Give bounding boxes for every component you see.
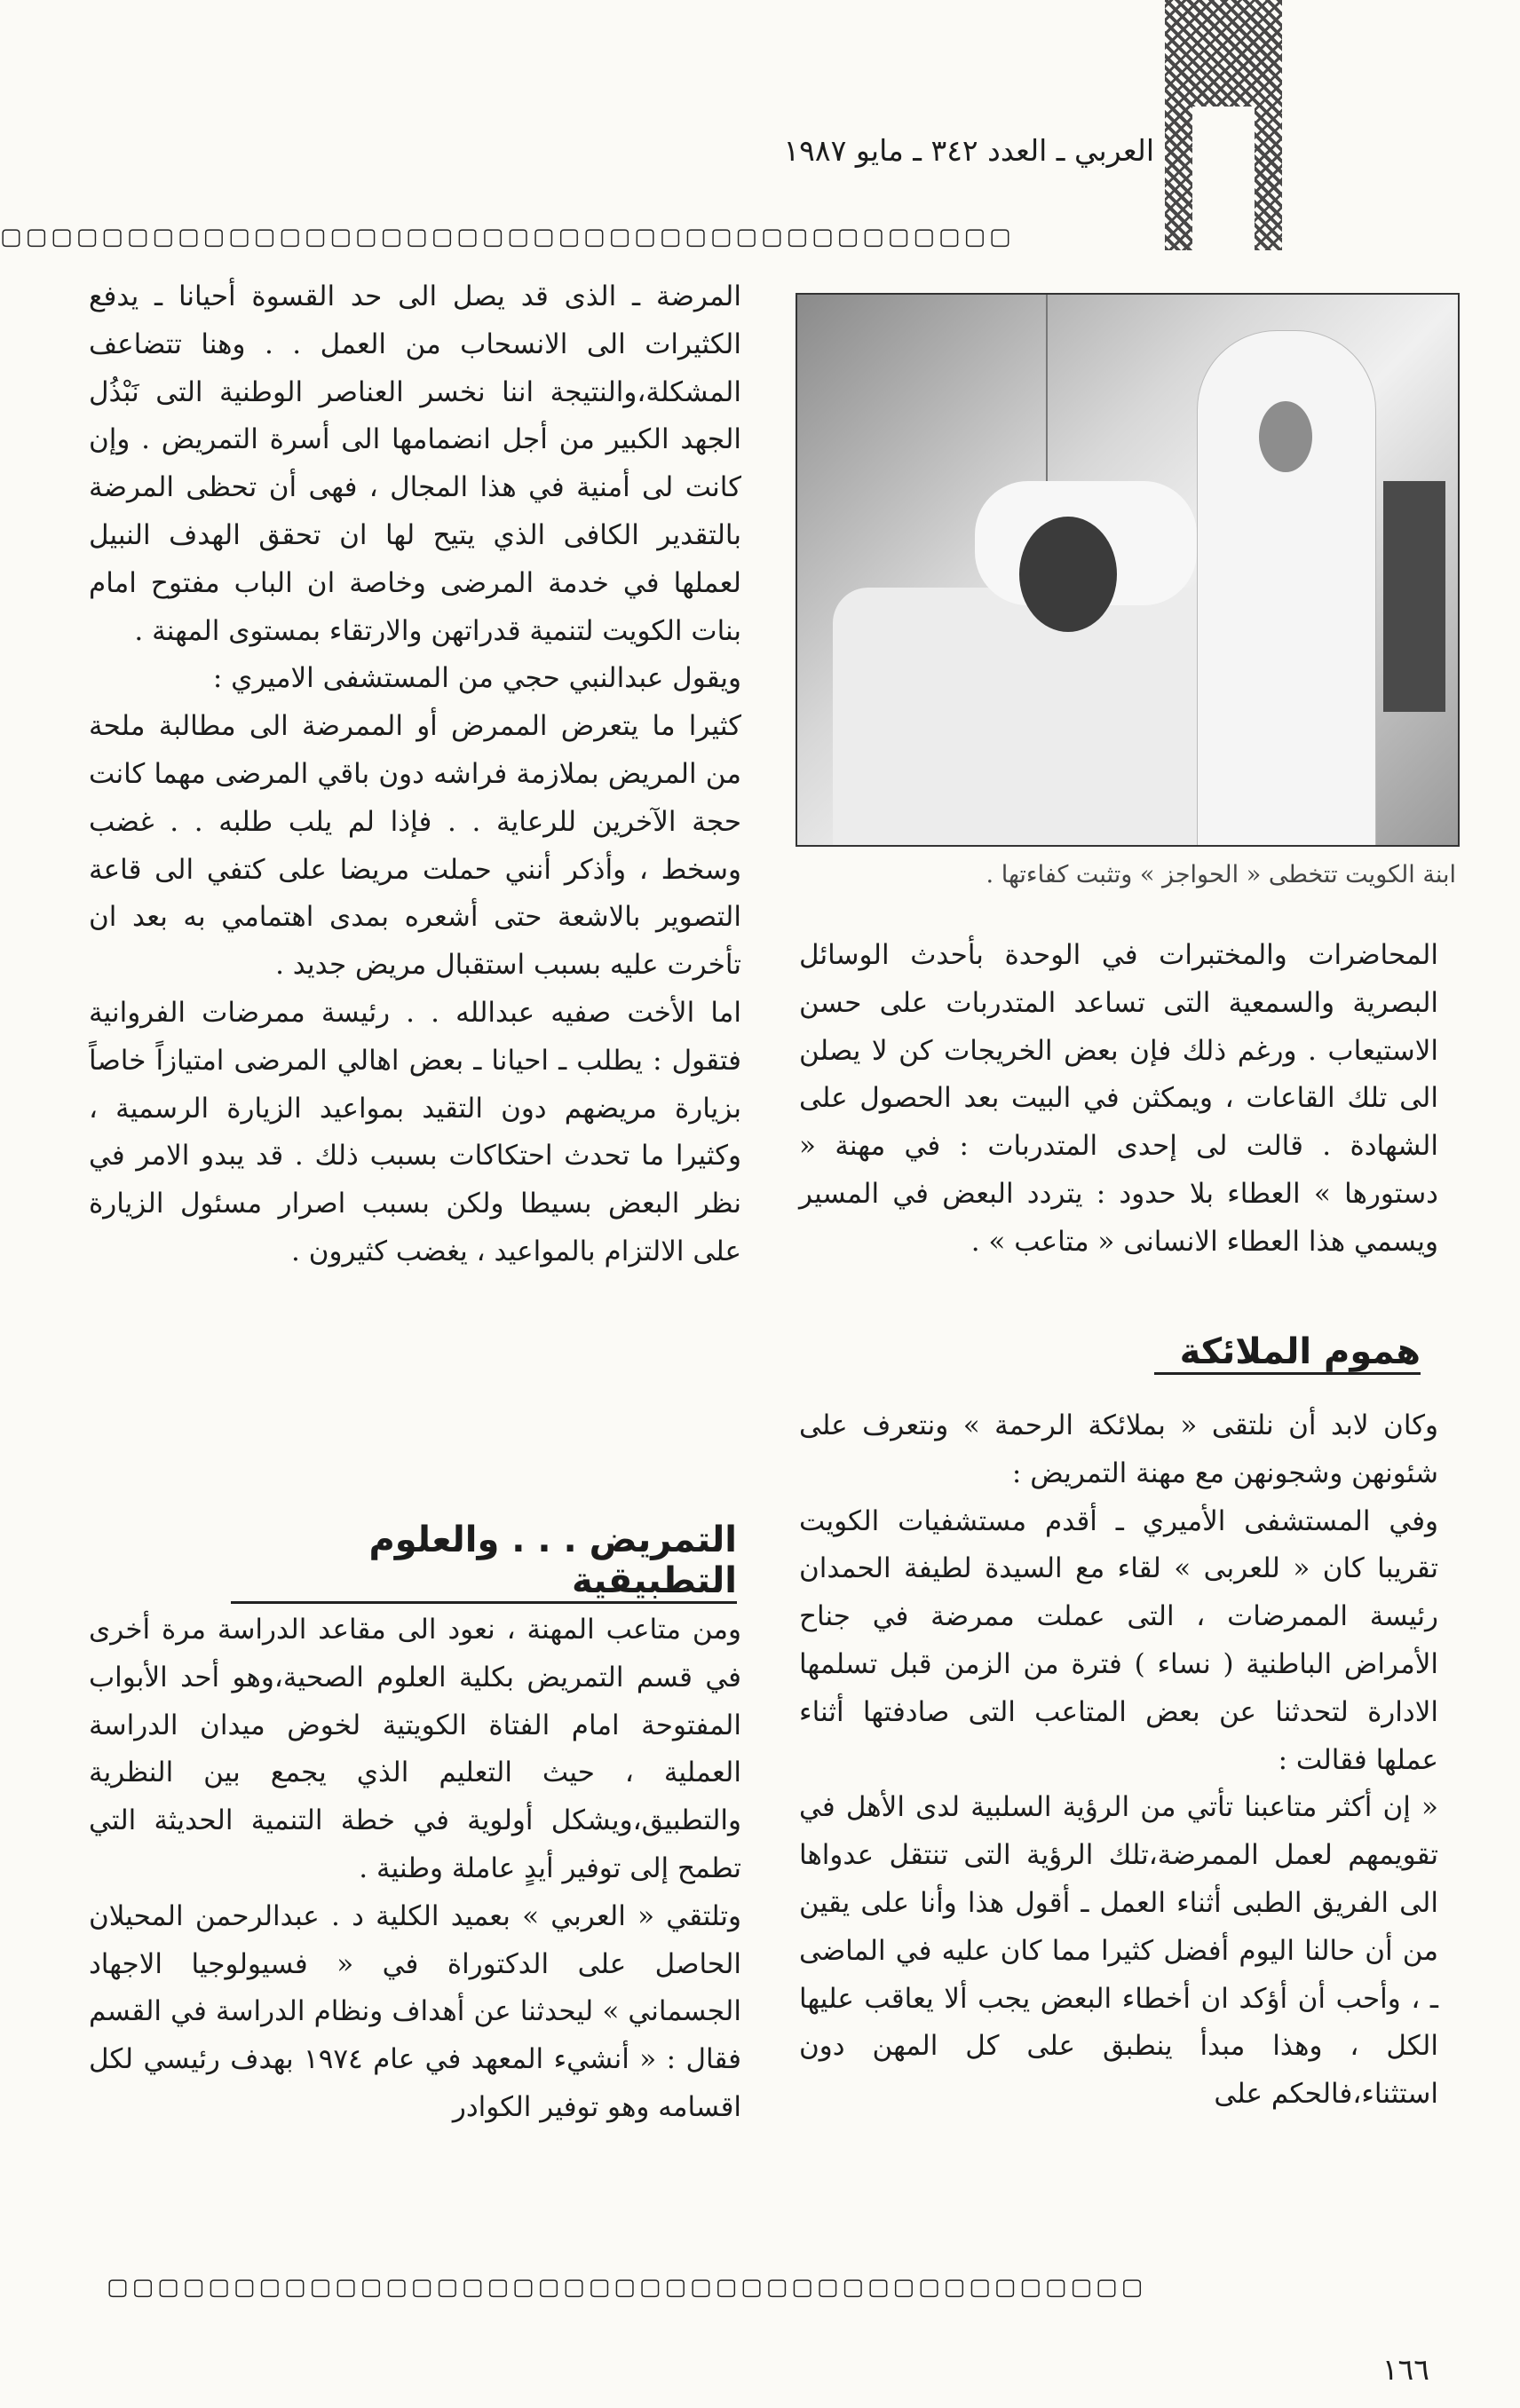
paragraph: اما الأخت صفيه عبدالله . . رئيسة ممرضات الفروانية فتقول : يطلب ـ احيانا ـ بعض اهالي المرضى امتيازاً خاصاً بزيارة مريضهم دون التقيد بمواعيد الزيارة الرسمية ، وكثيرا ما تحدث احتكاكات بسبب ذلك . قد يبدو الامر في نظر البعض بسيطا ولكن بسبب اصرار مسئول الزيارة على الالتزام بالمواعيد ، يغضب كثيرون . [89, 996, 741, 1267]
right-column-bottom [799, 1402, 1438, 2119]
medical-monitor [1383, 481, 1445, 712]
page-number: ١٦٦ [1381, 2352, 1429, 2387]
paragraph: « إن أكثر متاعبنا تأتي من الرؤية السلبية لدى الأهل في تقويمهم لعمل الممرضة،تلك الرؤية التى تنتقل عدواها الى الفريق الطبى أثناء العمل ـ أقول هذا وأنا على يقين من أن حالنا اليوم أفضل كثيرا مما كان عليه في الماضى ـ ، وأحب أن أؤكد ان أخطاء البعض يجب ألا يعاقب عليها الكل ، وهذا مبدأ ينطبق على كل المهن دون استثناء،فالحكم على [799, 1791, 1438, 2111]
paragraph: وفي المستشفى الأميري ـ أقدم مستشفيات الكويت تقريبا كان « للعربى » لقاء مع السيدة لطيفة الحمدان رئيسة الممرضات ، التى عملت ممرضة في جناح الأمراض الباطنية ( نساء ) فترة من الزمن قبل تسلمها الادارة لتحدثنا عن بعض المتاعب التى صادفتها أثناء عملها فقالت : [799, 1504, 1438, 1776]
section-heading-angels: هموم الملائكة [1154, 1331, 1421, 1375]
photo-caption: ابنة الكويت تتخطى « الحواجز » وتثبت كفاءتها . [986, 861, 1456, 888]
paragraph: ومن متاعب المهنة ، نعود الى مقاعد الدراسة مرة أخرى في قسم التمريض بكلية العلوم الصحية،وهو أحد الأبواب المفتوحة امام الفتاة الكويتية لخوض ميدان الدراسة العملية ، حيث التعليم الذي يجمع بين النظرية والتطبيق،ويشكل أولوية في خطة التنمية الحديثة التي تطمح إلى توفير أيدٍ عاملة وطنية . [89, 1614, 741, 1884]
nurse-face [1259, 401, 1312, 472]
paragraph: وتلتقي « العربي » بعميد الكلية د . عبدالرحمن المحيلان الحاصل على الدكتوراة في « فسيولوجيا الاجهاد الجسماني » ليحدثنا عن أهداف ونظام الدراسة في القسم فقال : « أنشيء المعهد في عام ١٩٧٤ بهدف رئيسي لكل اقسامه وهو توفير الكوادر [89, 1899, 741, 2123]
paragraph: المرضة ـ الذى قد يصل الى حد القسوة أحيانا ـ يدفع الكثيرات الى الانسحاب من العمل . . وهنا تتضاعف المشكلة،والنتيجة اننا نخسر العناصر الوطنية التى نَبْذُل الجهد الكبير من أجل انضمامها الى أسرة التمريض . وإن كانت لى أمنية في هذا المجال ، فهى أن تحظى المرضة بالتقدير الكافى الذي يتيح لها ان تحقق الهدف النبيل لعملها في خدمة المرضى وخاصة ان الباب مفتوح امام بنات الكويت لتنمية قدراتهن والارتقاء بمستوى المهنة . [89, 280, 741, 647]
right-column-top [799, 932, 1438, 1267]
left-column-bottom [89, 1607, 741, 2132]
paragraph: المحاضرات والمختبرات في الوحدة بأحدث الوسائل البصرية والسمعية التى تساعد المتدربات على حسن الاستيعاب . ورغم ذلك فإن بعض الخريجات كن لا يصلن الى تلك القاعات ، ويمكثن في البيت بعد الحصول على الشهادة . قالت لى إحدى المتدربات : في مهنة « دستورها » العطاء بلا حدود : يتردد البعض في المسير ويسمي هذا العطاء الانسانى « متاعب » . [799, 939, 1438, 1258]
article-photo [796, 293, 1460, 847]
section-heading-nursing: التمريض . . . والعلوم التطبيقية [231, 1520, 737, 1604]
decorative-border-bottom: ▢▢▢▢▢▢▢▢▢▢▢▢▢▢▢▢▢▢▢▢▢▢▢▢▢▢▢▢▢▢▢▢▢▢▢▢▢▢▢▢▢ [107, 2274, 1147, 2299]
left-column-top [89, 273, 741, 1276]
issue-header: العربي ـ العدد ٣٤٢ ـ مايو ١٩٨٧ [783, 133, 1154, 168]
paragraph: ويقول عبدالنبي حجي من المستشفى الاميري : [212, 662, 741, 695]
decorative-border-top: ▢▢▢▢▢▢▢▢▢▢▢▢▢▢▢▢▢▢▢▢▢▢▢▢▢▢▢▢▢▢▢▢▢▢▢▢▢▢▢▢ [0, 224, 1015, 249]
paragraph: وكان لابد أن نلتقى « بملائكة الرحمة » ونتعرف على شئونهن وشجونهن مع مهنة التمريض : [799, 1409, 1438, 1489]
paragraph: كثيرا ما يتعرض الممرض أو الممرضة الى مطالبة ملحة من المريض بملازمة فراشه دون باقي المرضى مهما كانت حجة الآخرين للرعاية . . فإذا لم يلب طلبه . . غضب وسخط ، وأذكر أنني حملت مريضا على كتفي الى قاعة التصوير بالاشعة حتى أشعره بمدى اهتمامي به بعد ان تأخرت عليه بسبب استقبال مريض جديد . [89, 710, 741, 982]
ornament-window [1192, 107, 1255, 253]
patient-figure [1019, 517, 1117, 632]
